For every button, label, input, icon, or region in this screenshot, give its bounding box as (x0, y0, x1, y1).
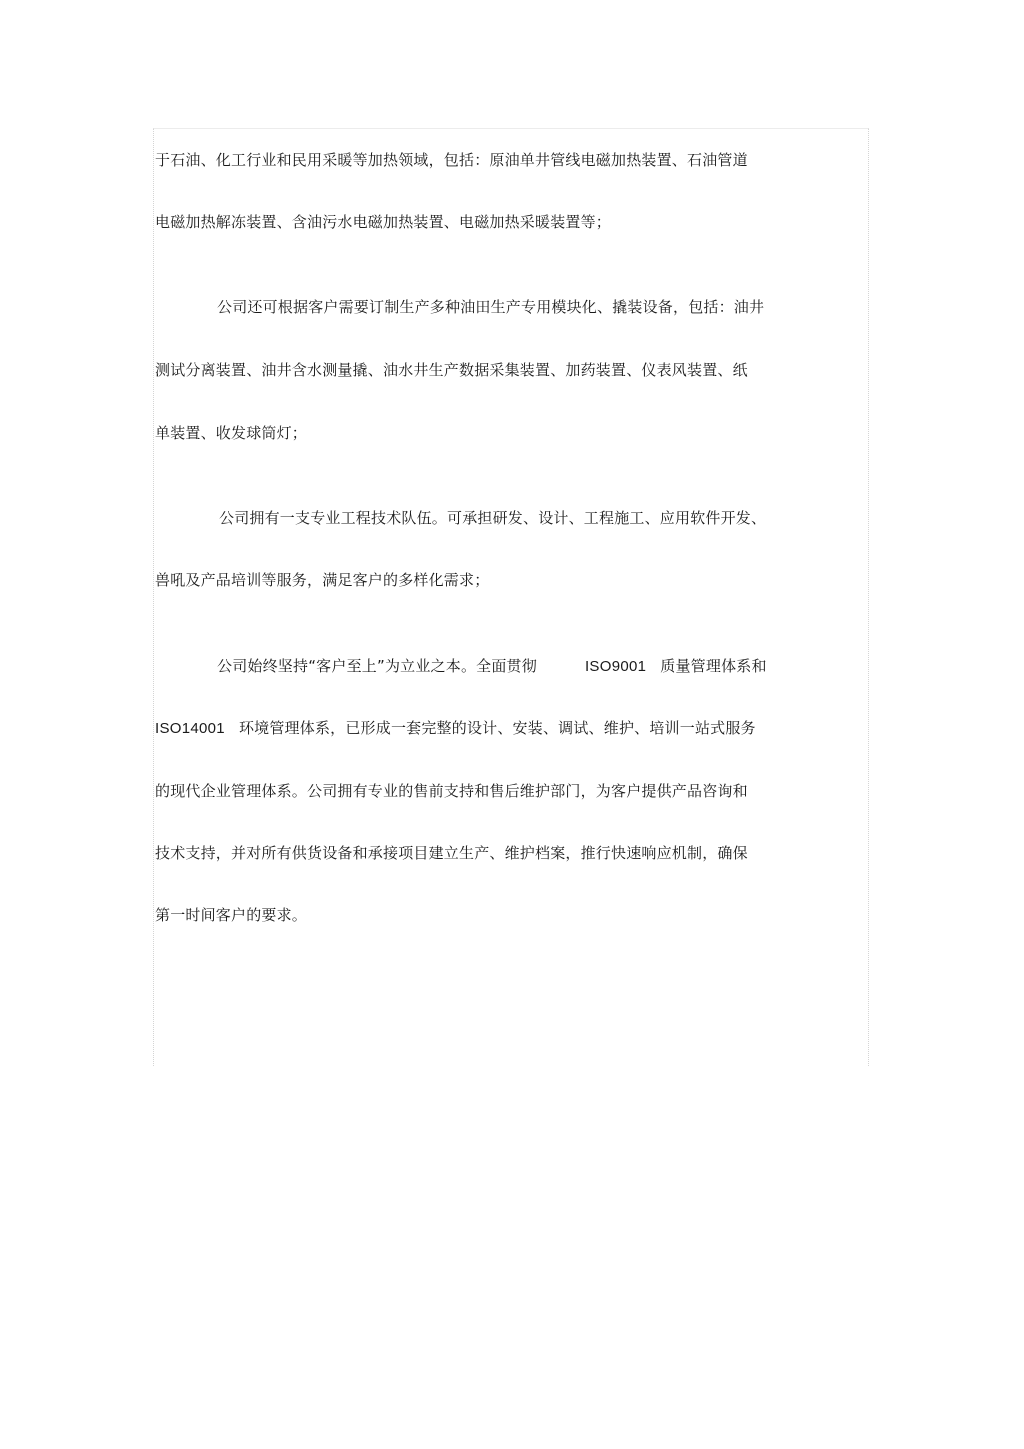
paragraph-line (217, 656, 767, 677)
iso14001-label: ISO14001 (155, 720, 225, 737)
iso-line-text: 质量管理体系和 (660, 657, 767, 675)
paragraph-line: 电磁加热解冻装置、含油污水电磁加热装置、电磁加热采暖装置等； (155, 213, 612, 231)
iso9001-label: ISO9001 (584, 658, 647, 675)
paragraph-line: 的现代企业管理体系。公司拥有专业的售前支持和售后维护部门，为客户提供产品咨询和 (155, 782, 748, 800)
paragraph-line: 单装置、收发球筒灯； (155, 424, 308, 442)
paragraph-line: 技术支持，并对所有供货设备和承接项目建立生产、维护档案，推行快速响应机制，确保 (155, 844, 748, 862)
paragraph-line: 公司还可根据客户需要订制生产多种油田生产专用模块化、撬装设备，包括：油井 (217, 298, 765, 316)
paragraph-line: 公司拥有一支专业工程技术队伍。可承担研发、设计、工程施工、应用软件开发、 (219, 509, 767, 527)
paragraph-line: 第一时间客户的要求。 (155, 906, 308, 924)
iso-line-text: 公司始终坚持“客户至上”为立业之本。全面贯彻 (217, 657, 537, 675)
iso-line-text: 环境管理体系，已形成一套完整的设计、安装、调试、维护、培训一站式服务 (238, 719, 756, 737)
paragraph-line (155, 718, 756, 739)
page-frame (153, 128, 869, 1066)
paragraph-line: 于石油、化工行业和民用采暖等加热领域，包括：原油单井管线电磁加热装置、石油管道 (155, 151, 748, 169)
paragraph-line: 兽吼及产品培训等服务，满足客户的多样化需求； (155, 571, 490, 589)
paragraph-line: 测试分离装置、油井含水测量撬、油水井生产数据采集装置、加药装置、仪表风装置、纸 (155, 361, 748, 379)
